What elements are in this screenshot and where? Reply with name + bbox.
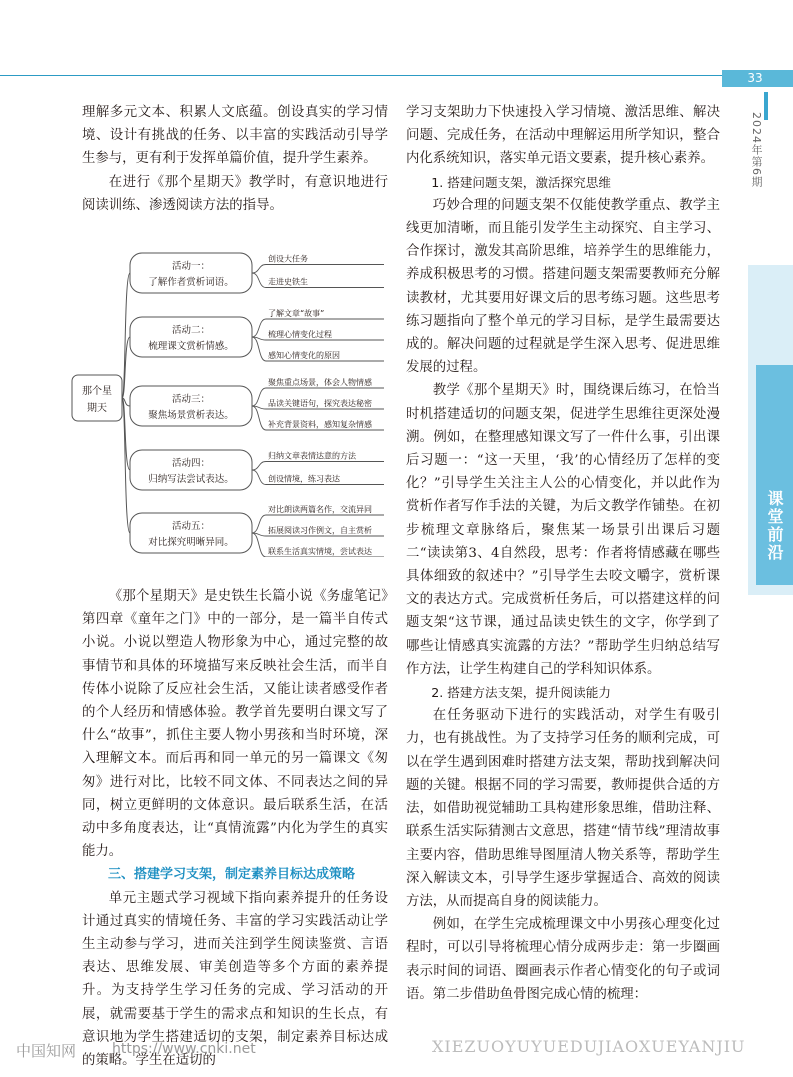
leaf-label: 创设大任务 [268, 254, 308, 264]
leaf-connector [252, 533, 266, 557]
leaf-connector [252, 406, 266, 430]
cnki-logo: 中国知网 [16, 1042, 77, 1060]
activity-desc: 梳理课文赏析情感。 [148, 341, 234, 352]
root-node [72, 375, 122, 421]
paragraph: 在进行《那个星期天》教学时，有意识地进行阅读训练、渗透阅读方法的指导。 [82, 174, 388, 213]
leaf-label: 梳理心情变化过程 [268, 330, 332, 339]
paragraph: 学习支架助力下快速投入学习情境、激活思维、解决问题、完成任务，在活动中理解运用所学知识，整合内化系统知识，落实单元语文要素，提升核心素养。 [406, 105, 720, 167]
issue-marker [764, 92, 768, 120]
paragraph: 例如，在学生完成梳理课文中小男孩心理变化过程时，可以引导将梳理心情分成两步走：第一步圈画表示时间的词语、圈画表示作者心情变化的句子或词语。第二步借助鱼骨图完成心情的梳理： [406, 917, 720, 1002]
leaf-connector [252, 515, 266, 533]
activity-desc: 聚焦场景赏析表达。 [148, 410, 234, 421]
leaf-connector [252, 319, 266, 337]
journal-pinyin: XIEZUOYUYUEDUJIAOXUEYANJIU [432, 1037, 746, 1056]
activity-desc: 对比探究明晰异同。 [148, 537, 234, 548]
leaf-label: 归纳文章表情达意的方法 [268, 451, 356, 461]
root-label: 那个星 [82, 386, 112, 397]
paragraph: 理解多元文本、积累人文底蕴。创设真实的学习情境、设计有挑战的任务、以丰富的实践活动引导学生参与，更有利于发挥单篇价值，提升学生素养。 [82, 105, 388, 167]
activity-title: 活动一： [171, 261, 211, 272]
paragraph: 单元主题式学习视域下指向素养提升的任务设计通过真实的情境任务、丰富的学习实践活动让学生主动参与学习，进而关注到学生阅读鉴赏、言语表达、思维发展、审美创造等多个方面的素养提升。为支持学生学习任务的完成、学习活动的开展，就需要基于学生的需求点和知识的生长点，有意识地为学生搭建适切的支架，制定素养目标达成的策略。学生在适切的 [82, 890, 388, 1069]
section-tab-label: 课堂前沿 [765, 490, 784, 562]
paragraph: 教学《那个星期天》时，围绕课后练习，在恰当时机搭建适切的问题支架，促进学生思维往更深处漫溯。例如，在整理感知课文写了一件什么事，引出课后习题一：“这一天里，‘我’的心情经历了怎样的变化？”引导学生关注主人公的心情变化，并以此作为赏析作者写作手法的关键，为后文教学作铺垫。在初步梳理文章脉络后，聚焦某一场景引出课后习题二“读读第3、4自然段，思考：作者将情感藏在哪些具体细致的叙述中？”引导学生去咬文嚼字，赏析课文的表达方式。完成赏析任务后，可以搭建这样的问题支架“这节课，通过品读史铁生的文字，你学到了哪些让情感真实流露的方法？”帮助学生归纳总结写作方法，让学生构建自己的学科知识体系。 [406, 383, 720, 677]
leaf-label: 了解文章“故事” [268, 309, 325, 318]
leaf-label: 补充背景资料，感知复杂情感 [268, 420, 372, 429]
paragraph: 巧妙合理的问题支架不仅能使教学重点、教学主线更加清晰，而且能引发学生主动探究、自主学习、合作探讨，激发其高阶思维，培养学生的思维能力，养成积极思考的习惯。搭建问题支架需要教师充分解读教材，尤其要用好课文后的思考练习题。这些思考练习题指向了整个单元的学习目标，是学生最需要达成的。解决问题的过程就是学生深入思考、促进思维发展的过程。 [406, 197, 720, 376]
leaf-label: 联系生活真实情境，尝试表达 [268, 547, 372, 556]
activity-title: 活动四： [171, 458, 211, 469]
branch-line [122, 398, 130, 533]
activity-desc: 归纳写法尝试表达。 [148, 474, 234, 485]
mind-map [70, 237, 388, 557]
footer-url: https://www.cnki.net [112, 1041, 256, 1057]
leaf-label: 聚焦重点场景，体会人物情感 [268, 378, 372, 387]
leaf-connector [252, 273, 266, 288]
subheading: 1. 搭建问题支架，激活探究思维 [431, 174, 611, 190]
leaf-connector [252, 337, 266, 361]
leaf-label: 感知心情变化的原因 [268, 351, 340, 360]
root-label: 期天 [87, 403, 107, 414]
issue-label: 2024年第6期 [750, 112, 763, 188]
activity-title: 活动二： [171, 325, 211, 336]
activity-title: 活动三： [171, 394, 211, 405]
page-number: 33 [747, 71, 763, 85]
right-column [406, 101, 720, 1006]
leaf-connector [252, 265, 266, 274]
paragraph: 《那个星期天》是史铁生长篇小说《务虚笔记》第四章《童年之门》中的一部分，是一篇半自传式小说。小说以塑造人物形象为中心，通过完整的故事情节和具体的环境描写来反映社会生活，而半自传体小说除了反应社会生活，又能让读者感受作者的个人经历和情感体验。教学首先要明白课文写了什么“故事”，抓住主要人物小男孩和当时环境，深入理解文本。而后再和同一单元的另一篇课文《匆匆》进行对比，比较不同文体、不同表达之间的异同，树立更鲜明的文体意识。最后联系生活，在活动中多角度表达，让“真情流露”内化为学生的真实能力。 [82, 589, 388, 860]
leaf-connector [252, 462, 266, 471]
branch-line [122, 273, 130, 398]
leaf-label: 走进史铁生 [268, 277, 308, 287]
leaf-connector [252, 470, 266, 485]
leaf-label: 拓展阅读习作例文，自主赏析 [268, 526, 372, 535]
leaf-label: 创设情境，练习表达 [268, 474, 340, 484]
leaf-label: 品读关键语句，探究表达秘密 [268, 399, 372, 408]
leaf-label: 对比朗读两篇名作，交流异同 [268, 505, 372, 514]
activity-desc: 了解作者赏析词语。 [148, 277, 234, 288]
leaf-connector [252, 388, 266, 406]
paragraph: 在任务驱动下进行的实践活动，对学生有吸引力，也有挑战性。为了支持学习任务的顺利完成，可以在学生遇到困难时搭建方法支架，帮助找到解决问题的关键。根据不同的学习需要，教师提供合适的方法，如借助视觉辅助工具构建形象思维，借助注释、联系生活实际猜测古文意思，搭建“情节线”理清故事主要内容，借助思维导图厘清人物关系等，帮助学生深入解读文本，引导学生逐步掌握适合、高效的阅读方法，从而提高自身的阅读能力。 [406, 708, 720, 909]
subheading: 2. 搭建方法支架，提升阅读能力 [431, 685, 611, 701]
section-heading: 三、搭建学习支架，制定素养目标达成策略 [108, 867, 356, 883]
activity-title: 活动五： [171, 521, 211, 532]
header-rule [0, 75, 722, 76]
